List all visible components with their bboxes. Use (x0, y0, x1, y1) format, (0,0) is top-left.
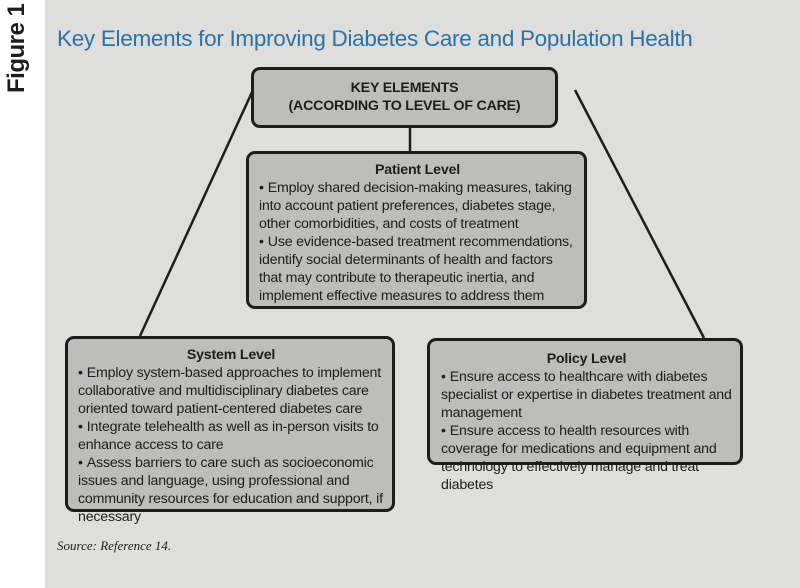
system-level-heading: System Level (186, 347, 276, 363)
bullet-icon: • (259, 180, 264, 196)
key-elements-subheading: (ACCORDING TO LEVEL OF CARE) (288, 98, 521, 114)
key-elements-heading: KEY ELEMENTS (350, 80, 459, 96)
bullet-icon: • (78, 419, 83, 435)
patient-level-box (246, 151, 587, 309)
policy-level-box (427, 338, 743, 493)
bullet-text: Use evidence-based treatment recommendations, identify social determinants of health and factors that may contribute to therapeutic inertia, and implement effective measures to address them (259, 234, 573, 304)
list-item (441, 368, 732, 422)
patient-level-heading: Patient Level (375, 162, 460, 178)
key-elements-box (251, 67, 558, 128)
bullet-text: Integrate telehealth as well as in-person visits to enhance access to care (78, 419, 379, 453)
figure-label: Figure 1 (3, 3, 30, 93)
list-item (441, 422, 732, 494)
connector-top-to-policy (575, 90, 704, 338)
system-level-box (65, 336, 395, 525)
bullet-icon: • (78, 365, 83, 381)
list-item (259, 233, 576, 305)
list-item (78, 364, 384, 418)
bullet-icon: • (78, 455, 83, 471)
patient-level-list (259, 179, 576, 305)
source-note: Source: Reference 14. (57, 538, 172, 553)
list-item (259, 179, 576, 233)
policy-level-heading: Policy Level (546, 351, 627, 367)
connector-top-to-system (140, 90, 253, 336)
system-level-list (78, 364, 384, 526)
policy-level-list (441, 368, 732, 494)
bullet-icon: • (441, 423, 446, 439)
figure-title: Key Elements for Improving Diabetes Care and Population Health (57, 26, 693, 51)
bullet-icon: • (259, 234, 264, 250)
bullet-text: Assess barriers to care such as socioeconomic issues and language, using professional and community resources for education and support, if necessary (78, 455, 383, 525)
bullet-text: Employ shared decision-making measures, taking into account patient preferences, diabetes stage, other comorbidities, and costs of treatment (259, 180, 572, 232)
bullet-text: Ensure access to healthcare with diabetes specialist or expertise in diabetes treatment and management (441, 369, 732, 421)
list-item (78, 454, 384, 526)
bullet-text: Ensure access to health resources with coverage for medications and equipment and technology to effectively manage and treat diabetes (441, 423, 717, 493)
list-item (78, 418, 384, 454)
bullet-text: Employ system-based approaches to implement collaborative and multidisciplinary diabetes care oriented toward patient-centered diabetes care (78, 365, 381, 417)
bullet-icon: • (441, 369, 446, 385)
